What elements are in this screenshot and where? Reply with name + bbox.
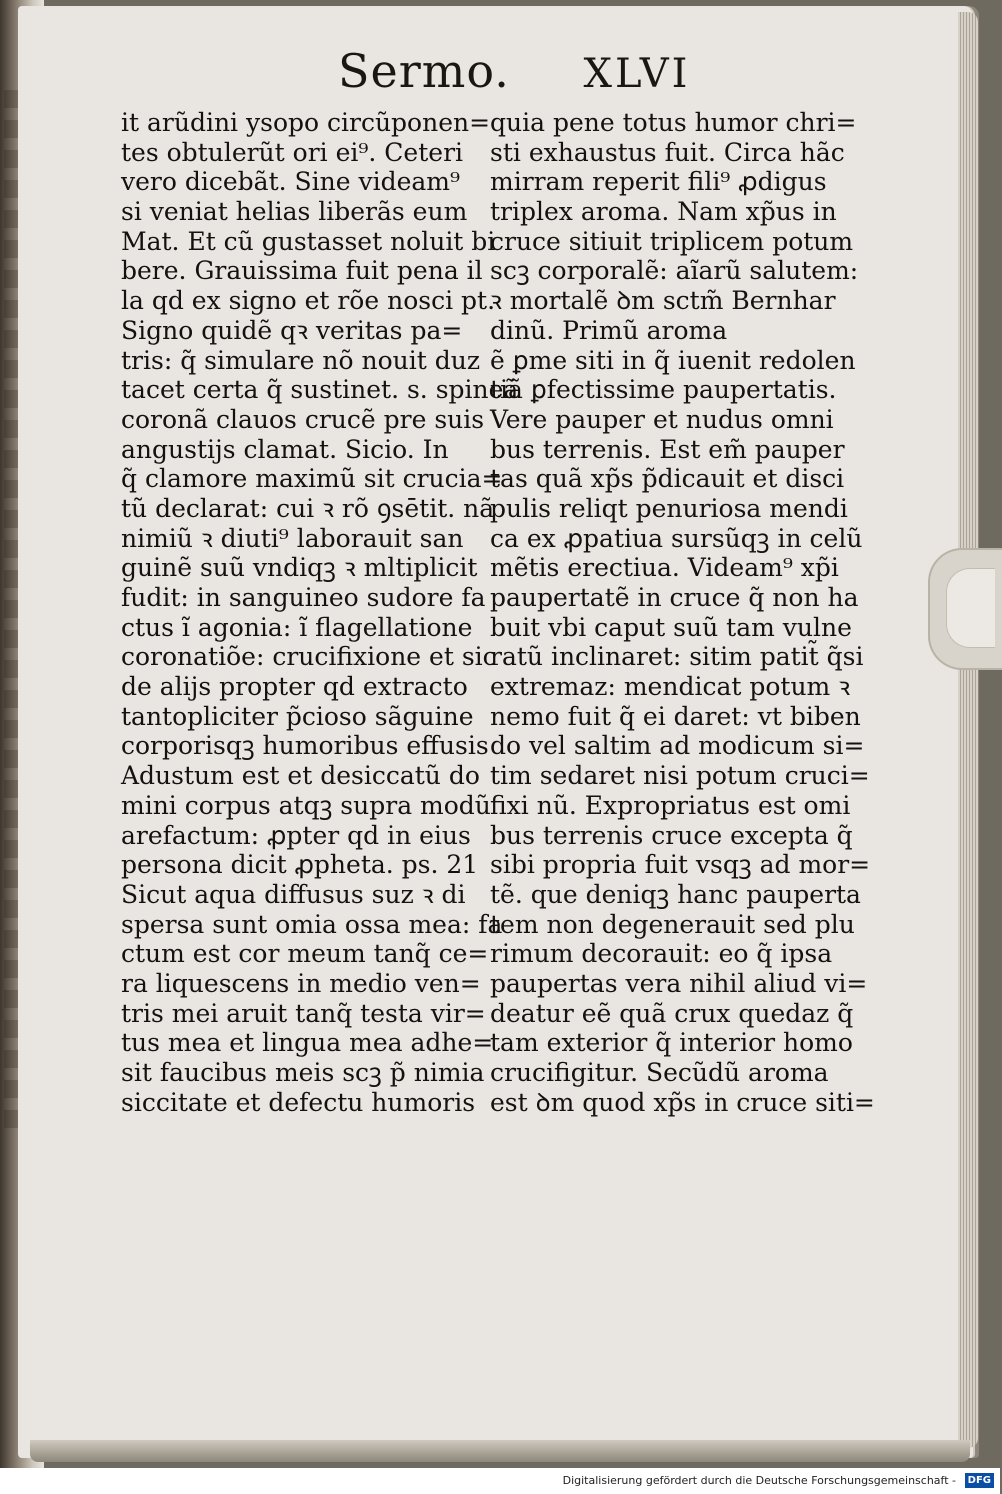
text-line: triplex aroma. Nam xp̃us in	[490, 197, 837, 227]
text-line: ra liquescens in medio ven=	[121, 968, 481, 998]
text-line: dinũ. Primũ aroma	[490, 315, 728, 345]
book-bottom-edge	[30, 1440, 970, 1462]
text-line: extremaz: mendicat potum ꝛ	[490, 672, 851, 702]
dfg-logo[interactable]: DFG	[965, 1473, 994, 1488]
text-line: persona dicit ꝓpheta. ps. 21	[121, 850, 479, 880]
text-line: tas quã xp̃s p̃dicauit et disci	[490, 464, 845, 494]
text-line: it arũdini ysopo circũponen=	[121, 108, 491, 137]
page-header	[338, 44, 690, 98]
text-line: mirram reperit fili⁹ ꝓdigus	[490, 167, 827, 197]
text-line: angustijs clamat. Sicio. In	[121, 434, 449, 464]
text-line: quia pene totus humor chri=	[490, 108, 857, 137]
text-line: tam exterior q̃ interior homo	[490, 1028, 853, 1058]
text-line: Sicut aqua diffusus suz ꝛ di	[121, 879, 466, 909]
text-line: fixi nũ. Expropriatus est omi	[490, 790, 851, 820]
text-line: tus mea et lingua mea adhe=	[121, 1028, 494, 1058]
text-line: si veniat helias liberãs eum	[121, 197, 468, 227]
text-line: ctus ĩ agonia: ĩ flagellatione	[121, 612, 473, 642]
text-line: spersa sunt omia ossa mea: fa	[121, 909, 503, 939]
text-line: tiã ꝑfectissime paupertatis.	[490, 375, 837, 405]
text-line: Signo quidẽ qꝛ veritas pa=	[121, 315, 463, 345]
text-line	[121, 1117, 466, 1147]
text-line: bus terrenis cruce excepta q̃	[490, 820, 853, 850]
text-line: ctum est cor meum tanq̃ ce=	[121, 939, 489, 969]
text-line	[490, 1117, 842, 1147]
text-line: tẽ. que deniqꝫ hanc pauperta	[490, 879, 861, 909]
text-line: Adustum est et desiccatũ do	[121, 761, 480, 791]
text-line: tris mei aruit tanq̃ testa vir=	[121, 998, 486, 1028]
text-line: siccitate et defectu humoris	[121, 1087, 476, 1117]
text-line: guinẽ suũ vndiqꝫ ꝛ mltiplicit	[121, 553, 478, 583]
left-text-column	[121, 108, 519, 1147]
text-line: fudit: in sanguineo sudore fa	[121, 583, 486, 612]
text-line: tũ declarat: cui ꝛ rõ ꝯsētit. nã	[121, 493, 495, 523]
book-clasp	[928, 548, 1002, 670]
text-line: cruce sitiuit triplicem potum	[490, 226, 854, 256]
text-line: paupertas vera nihil aliud vi=	[490, 968, 868, 998]
text-line: sibi propria fuit vsqꝫ ad mor=	[490, 850, 871, 880]
text-line: Vere pauper et nudus omni	[490, 404, 834, 434]
text-line: buit vbi caput suũ tam vulne	[490, 612, 852, 642]
text-line: rimum decorauit: eo q̃ ipsa	[490, 939, 833, 969]
text-line: do vel saltim ad modicum si=	[490, 731, 865, 761]
digitization-credit-bar	[0, 1468, 1000, 1494]
text-line: est ꝺm quod xp̃s in cruce siti=	[490, 1087, 875, 1117]
text-line: tris: q̃ simulare nõ nouit duz	[121, 345, 480, 375]
text-line: sti exhaustus fuit. Circa hãc	[490, 137, 845, 167]
text-line: coronatiõe: crucifixione et sic	[121, 642, 497, 672]
text-line: mẽtis erectiua. Videam⁹ xp̃i	[490, 553, 839, 583]
page-stack-edge	[958, 12, 978, 1448]
text-line: de alijs propter qd extracto	[121, 672, 468, 702]
text-line: tem non degenerauit sed plu	[490, 909, 855, 939]
book-clasp-inner	[946, 568, 995, 648]
text-line: nemo fuit q̃ ei daret: vt biben	[490, 701, 861, 731]
running-title: Sermo.	[338, 44, 510, 98]
text-line: ca ex ꝓpatiua sursũqꝫ in celũ	[490, 523, 863, 553]
text-line: coronã clauos crucẽ pre suis	[121, 404, 485, 434]
text-line: deatur eẽ quã crux quedaz q̃	[490, 998, 854, 1028]
text-line: crucifigitur. Secũdũ aroma	[490, 1058, 829, 1087]
text-line: tes obtulerũt ori ei⁹. Ceteri	[121, 137, 464, 167]
credit-text: Digitalisierung gefördert durch die Deutsche Forschungsgemeinschaft -	[562, 1474, 956, 1487]
text-line: pulis reliqt penuriosa mendi	[490, 493, 848, 523]
text-line: vero dicebãt. Sine videam⁹	[121, 167, 461, 197]
text-line: sit faucibus meis scꝫ p̃ nimia	[121, 1058, 485, 1087]
text-line: tantopliciter p̃cioso sãguine	[121, 701, 474, 731]
text-line: q̃ clamore maximũ sit crucia=	[121, 464, 503, 494]
text-line: mini corpus atqꝫ supra modũ	[121, 790, 491, 820]
text-line: bere. Grauissima fuit pena il	[121, 256, 483, 286]
text-line: ꝛ mortalẽ ꝺm sctm̃ Bernhar	[490, 286, 836, 316]
text-line: la qd ex signo et rõe nosci pt.	[121, 286, 496, 316]
text-line: bus terrenis. Est em̃ pauper	[490, 434, 845, 464]
text-line: ẽ ꝑme siti in q̃ iuenit redolen	[490, 345, 856, 375]
text-line: tim sedaret nisi potum cruci=	[490, 761, 870, 791]
right-text-column	[490, 108, 875, 1147]
text-line: tacet certa q̃ sustinet. s. spineã	[121, 375, 519, 405]
text-line: ratũ inclinaret: sitim patit̃ q̃si	[490, 642, 864, 672]
folio-number: XLVI	[583, 51, 691, 97]
text-line: nimiũ ꝛ diuti⁹ laborauit san	[121, 523, 464, 553]
text-line: corporisqꝫ humoribus effusis	[121, 731, 489, 761]
text-line: Mat. Et cũ gustasset noluit bi	[121, 226, 496, 256]
text-line: arefactum: ꝓpter qd in eius	[121, 820, 471, 850]
text-line: paupertatẽ in cruce q̃ non ha	[490, 583, 859, 612]
text-line: scꝫ corporalẽ: aĩarũ salutem:	[490, 256, 859, 286]
